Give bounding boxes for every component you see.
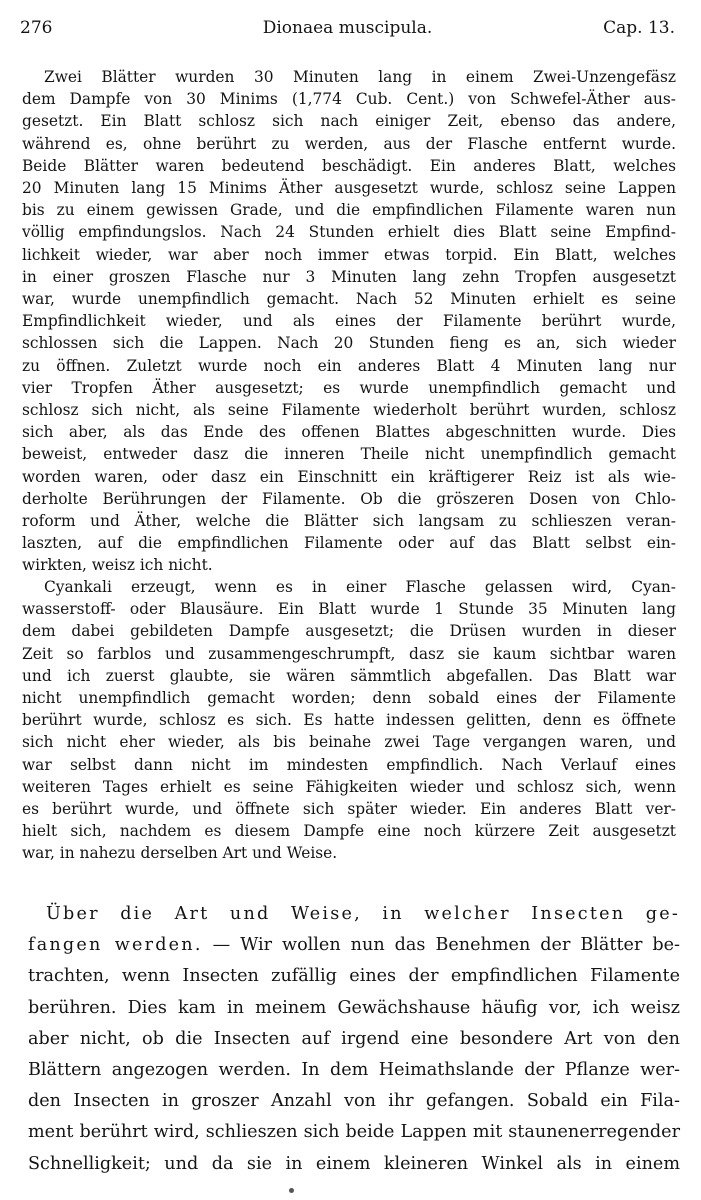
text-line: Cyankali erzeugt, wenn es in einer Flasche gelassen wird, Cyan- [44,578,676,596]
text-line: 20 Minuten lang 15 Minims Äther ausgesetzt wurde, schlosz seine Lappen [22,179,676,198]
text-line: dem dabei gebildeten Dampfe ausgesetzt; die Drüsen wurden in dieser [22,622,676,641]
text-line: wirkten, weisz ich nicht. [22,556,213,575]
text-line: aber nicht, ob die Insecten auf irgend eine besondere Art von den [28,1028,680,1049]
text-fragment: — Wir wollen nun das Benehmen der Blätter be- [202,935,680,956]
print-mark [289,1188,294,1193]
paragraph-ether [22,66,676,577]
text-line: vier Tropfen Äther ausgesetzt; es wurde unempfindlich gemacht und [22,378,676,397]
text-line: schlossen sich die Lappen. Nach 20 Stunden fieng es an, sich wieder [22,334,676,353]
text-line: ment berührt wird, schlieszen sich beide Lappen mit staunenerregender [28,1122,680,1143]
text-line: Schnelligkeit; und da sie in einem kleineren Winkel als in einem [28,1153,680,1174]
text-line: worden waren, oder dasz ein Einschnitt ein kräftigerer Reiz ist als wie- [22,467,676,486]
text-line: dem Dampfe von 30 Minims (1,774 Cub. Cent.) von Schwefel-Äther aus- [22,90,676,109]
running-title: Dionaea muscipula. [262,18,433,38]
section-insect-capture [28,899,680,1180]
text-line: trachten, wenn Insecten zufällig eines der empfindlichen Filamente [28,966,680,987]
text-line: Zeit so farblos und zusammengeschrumpft, dasz sie kaum sichtbar waren [22,644,676,663]
text-line: derholte Berührungen der Filamente. Ob die gröszeren Dosen von Chlo- [22,489,676,508]
running-header [20,18,675,44]
text-line: war, in nahezu derselben Art und Weise. [22,844,338,863]
text-line: sich nicht eher wieder, als bis beinahe zwei Tage vergangen waren, und [22,733,676,752]
text-line: hielt sich, nachdem es diesem Dampfe eine noch kürzere Zeit ausgesetzt [22,822,676,841]
text-line: Beide Blätter waren bedeutend beschädigt. Ein anderes Blatt, welches [22,156,676,175]
paragraph-cyanide [22,576,676,865]
text-line: gesetzt. Ein Blatt schlosz sich nach einiger Zeit, ebenso das andere, [22,112,676,131]
text-line: roform und Äther, welche die Blätter sich langsam zu schlieszen veran- [22,512,676,531]
text-line: wasserstoff- oder Blausäure. Ein Blatt wurde 1 Stunde 35 Minuten lang [22,600,676,619]
text-line: war, wurde unempfindlich gemacht. Nach 52 Minuten erhielt es seine [22,290,676,309]
text-line: Zwei Blätter wurden 30 Minuten lang in einem Zwei-Unzengefäsz [44,68,676,86]
text-line: beweist, entweder dasz die inneren Theile nicht unempfindlich gemacht [22,445,676,464]
text-line: sich aber, als das Ende des offenen Blattes abgeschnitten wurde. Dies [22,423,676,442]
text-line: zu öffnen. Zuletzt wurde noch ein anderes Blatt 4 Minuten lang nur [22,356,676,375]
text-line: nicht unempfindlich gemacht worden; denn sobald eines der Filamente [22,689,676,708]
page-number: 276 [20,18,53,38]
text-line: völlig empfindungslos. Nach 24 Stunden erhielt dies Blatt seine Empfind- [22,223,676,242]
section-heading-continued: fangen werden. [28,935,203,956]
text-line: berührt wurde, schlosz es sich. Es hatte indessen gelitten, denn es öffnete [22,711,676,730]
text-line: berühren. Dies kam in meinem Gewächshause häufig vor, ich weisz [28,997,680,1018]
section-heading: Über die Art und Weise, in welcher Insecten ge- [46,904,680,924]
chapter-label: Cap. 13. [603,18,675,38]
text-line: laszten, auf die empfindlichen Filamente oder auf das Blatt selbst ein- [22,534,676,553]
text-line: Empfindlichkeit wieder, und als eines der Filamente berührt wurde, [22,312,676,331]
text-line: weiteren Tages erhielt es seine Fähigkeiten wieder und schlosz sich, wenn [22,777,676,796]
text-line: bis zu einem gewissen Grade, und die empfindlichen Filamente waren nun [22,201,676,220]
text-line: lichkeit wieder, war aber noch immer etwas torpid. Ein Blatt, welches [22,245,676,264]
text-line: schlosz sich nicht, als seine Filamente wiederholt berührt wurden, schlosz [22,401,676,420]
text-line: während es, ohne berührt zu werden, aus der Flasche entfernt wurde. [22,134,676,153]
text-line: in einer groszen Flasche nur 3 Minuten lang zehn Tropfen ausgesetzt [22,267,676,286]
text-line [28,930,680,961]
text-line: es berührt wurde, und öffnete sich später wieder. Ein anderes Blatt ver- [22,800,676,819]
text-line: war selbst dann nicht im mindesten empfindlich. Nach Verlauf eines [22,755,676,774]
text-line: und ich zuerst glaubte, sie wären sämmtlich abgefallen. Das Blatt war [22,666,676,685]
text-line: Blättern angezogen werden. In dem Heimathslande der Pflanze wer- [28,1060,680,1081]
text-line: den Insecten in groszer Anzahl von ihr gefangen. Sobald ein Fila- [28,1091,680,1112]
